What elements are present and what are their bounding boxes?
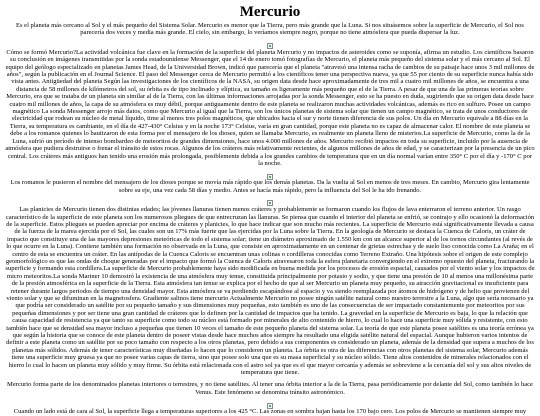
broken-image-icon — [267, 174, 273, 180]
temperature-paragraph: Cuando un lado está de cara al Sol, la superficie llega a temperaturas superiores a los 425 °C. Las zonas en sombra bajan hasta los 170 bajo cero. Los polos de Mercurio se mantienen siempre muy — [13, 408, 527, 416]
name-origin-paragraph: Los romanos le pusieron el nombre del mensajero de los dioses porque se movía más rápido que los demás planetas. Da la vuelta al Sol en menos de tres meses. En cambio, Mercurio gira lentamente sobre su eje, una vez cada 58 días y medio. Antes se hacía más rápido, pero la influencia del Sol le ha ido frenando. — [10, 179, 530, 194]
page-title: Mercurio — [239, 4, 301, 20]
image-placeholder — [5, 42, 535, 49]
broken-image-icon — [267, 403, 273, 409]
intro-paragraph: Es el planeta más cercano al Sol y el más pequeño del Sistema Solar. Mercurio es menor que la Tierra, pero más grande que la Luna. Si nos situásemos sobre la superficie de Mercurio, el Sol nos parecería dos veces y media más grande. El cielo, sin embargo, lo veríamos siempre negro, porque no tiene atmósfera que pueda dispersar la luz. — [16, 22, 524, 37]
image-placeholder — [5, 199, 535, 206]
transit-paragraph: Mercurio forma parte de los denominados planetas interiores o terrestres, y no tiene satélites. Al tener una órbita interior a la de la Tierra, pasa periódicamente por delante del Sol, como también lo hace Venus. Este fenómeno se denomina tránsito astronómico. — [7, 381, 533, 396]
image-placeholder — [5, 172, 535, 179]
broken-image-icon — [267, 200, 273, 206]
broken-image-icon — [267, 43, 273, 49]
formation-paragraph: Cómo se formó Mercurio?La actividad volcánica fue clave en la formación de la superficie del planeta Mercurio y no impactos de asteroides como se suponía, afirma un estudio. Los científicos basaron su conclusión en imágenes transmitidas por la sonda estadounidense Messenger, que el 14 de enero tomó fotografías de Mercurio, el planeta más pequeño del sistema solar y el más cercano al Sol. El equipo del geólogo especializado en planetas James Head, de la Universidad Brown, indicó que parecería que el planeta "atravesó una intensa racha de cambios de su paisaje hace unos 3 mil millones de años", según la publicación en el Journal Science. El paso del Messenger cerca de Mercurio permitió a los científicos tener una perspectiva nueva, ya que 55 por ciento de su superficie nunca había sido vista antes. Antigüedad del planeta Según las investigaciones de los científicos de la NASA, su origen data desde hace aproximadamente de tres mil a cuatro mil millones de años, se encuentra a una distancia de 58 millones de kilómetros del sol, su órbita es de tipo inclinado y elíptica, su tamaño es ligeramente más pequeño que el de la Tierra. A pesar de que una de las primeras teorías sobre Mercurio, era que se trataba de un planeta sin similar al de la Tierra, con las últimas informaciones arrojadas por la sonda Messenger, esto se ha puesto en duda, sugiriendo que su origen data desde hace cuatro mil millones de años, la capa de su atmósfera es muy débil, porque antiguamente dentro de este planeta se realizaron muchas actividades volcánicas, además es rico en sulfuro. Posee un campo magnético La sonda Messenger arrojo más datos, como que Mercurio al igual que la Tierra, son los únicos planetas de sistema solar que tienen un campo magnético, se trata de unos conductores de electricidad que rodean su núcleo de metal líquido, time al menos tres polos magnéticos, que ubicados hacia el sur y norte tienen diferencia de sus polos. Un día en Mercurio equivale a 88 días en la Tierra, su temperatura es cambiante, en el día de 427-430° Celsius y en la noche 173° Celsius, varía en gran cantidad, porque este planeta no es capaz de almacenar calor. El nombre de este planeta se debe a los romanos quienes lo bautizaron de esta forma por el mensajero de los dioses, quien se llamaba Mercurio, es realmente un planeta lleno de misterios.La superficie de Mercurio, como la de la Luna, sufrió un período de intenso bombardeo de meteoritos de grandes dimensiones, hace unos 4.000 millones de años. Mercurio recibió impactos en toda su superficie, incluido por la ausencia de atmósfera que pudiera destruirse o frenar el tránsito de estos rocas. Algunos de los cráteres más relativamente recientes, de algunos millones de años de edad, y se caracterizan por la presencia de un pico central. Los cráteres más antiguos han tenido una erosión más prolongada, posiblemente debida a los grandes cambios de temperatura que en un día normal varían entre 350° C por el día y -170° C por la noche. — [5, 48, 535, 167]
surface-paragraph: Las planicies de Mercurio tienen dos distintas edades; las jóvenes llanuras tienen menos cráteres y probablemente se formaron cuando los flujos de lava enterraron el terreno anterior. Un rasgo característico de la superficie de este planeta son los numerosos pliegues de que entrecruzan las llanuras. Se piensa que cuando el interior del planeta se enfrió, se contrajo y ello ocasionó la deformación de la superficie. Estos pliegues se pueden apreciar por encima de cráteres y planicies, lo que hace indicar que son mucho más recientes. La superficie de Mercurio está significativamente llevada a causa de la fuerza de la marea ejercida por el Sol, las cuales son un 17% más fuerte que las ejercidas por la Luna sobre la Tierra. En la geología de Mercurio se destaca la Cuenca de Caloris, un cráter de impacto que constituye una de las mayores depresiones meteóricas de todo el sistema solar; tiene un diámetro aproximado de 1.550 km con un alcance superior al de los tornos circundantes (al revés de lo que ocurre en la Luna). Contiene también una formación no observada en la Luna, que consiste en aproximadamente en un centenar de grietas estrechas y de suelo liso conocida como La Araña; en el centro de esta se encuentra un cráter. En las antípodas de la Cuenca Caloris se encuentran unas colinas o cordilleras conocidas como Terreno Extraño. Una hipótesis sobre el origen de este complejo geomorfológico es que las ondas de choque generadas por el impacto que formó la Cuenca de Caloris atravesaron toda la esfera planetaria convergiendo en el extremo opuesto del planeta, fracturando la superficie y formando esta cordillera.La superficie de Mercurio probablemente haya sido modificada en buena medida por los procesos de erosión espacial, causados por el viento solar y los impactos de micro meteoritos.La sonda Mariner 10 demostró la existencia de una atmósfera muy tenue, constituida principalmente por potasio y sodio, y que tiene una presión de 10 al menos una millonésima parte de la presión atmosférica en la superficie de la Tierra. Esta atmósfera tan tenue se explica por el hecho de que al ser Mercurio un planeta muy pequeño, su atracción gravitacional es insuficiente para retener durante largos periodos de tiempo una densidad mayor. Esta atmósfera se va perdiendo escapándose al espacio y va siendo reemplazada por átomos de hidrógeno y de helio que provienen del viento solar y que se difuminan en la magnetosfera. Gradiente salinos tiene mercurio Actualmente Mercurio no posee ningún satélite natural como nuestro terrestre a la Luna, algo que sería necesario ya que podría ser considerado un satélite por su pequeño tamaño y sus dimensiones muy pequeñas, esto también es uno de las consecuencias de ser impactado constantemente por meteoritos por sus pequeñas dimensiones y por ser tiene una gran cantidad de cráteres que lo definen por la cantidad de impactos que ha tenido. La gravedad en la superficie de Mercurio es baja, lo que la relación que causa capacidad de resistencia ya que tanto su superficie como todo su núcleo está formado por minerales de alto contenido de hierro, lo cual lo hace una superficie muy sólida y resistente, con esto también hace que se densidad sea mayor incluso a pequeñas que tienen 10 veces el tamaño de este pequeño planeta del sistema solar. La teoría de que este planeta posee satélites es una teoría errónea ya que según la historia que se conoce de este planeta dentro de poseer vistas desde hace muchos años siempre ha resultado una eligida satélite natural del espacial. Aunque hubieron varios intentos de definir a este planeta como un satélite por su poco tamaño con respecto a los otros planetas, pero debido a sus componentes es considerado un planeta, además de la densidad que supera a muchos de los planetas más sólidos. Además de tener características muy diseñadas lo hacen que lo consideren un planeta. La órbita es otra de las diferencias con otros planetas del sistema solar, Mercurio además tiene una superficie muy gruesa ya que no posee varias capas de tierra, sino que posee solo una que es su masa superficial y su núcleo sólido. Tiene altos contenidos de minerales relacionados con el hierro lo cual lo hacen un planeta muy sólido y muy firme. Su órbita está relacionada con el astro sol ya que es el que mayor cercanía y además se sobreviene a la cercanía del sol y sus altos niveles de temperatura que tiene. — [5, 206, 535, 377]
